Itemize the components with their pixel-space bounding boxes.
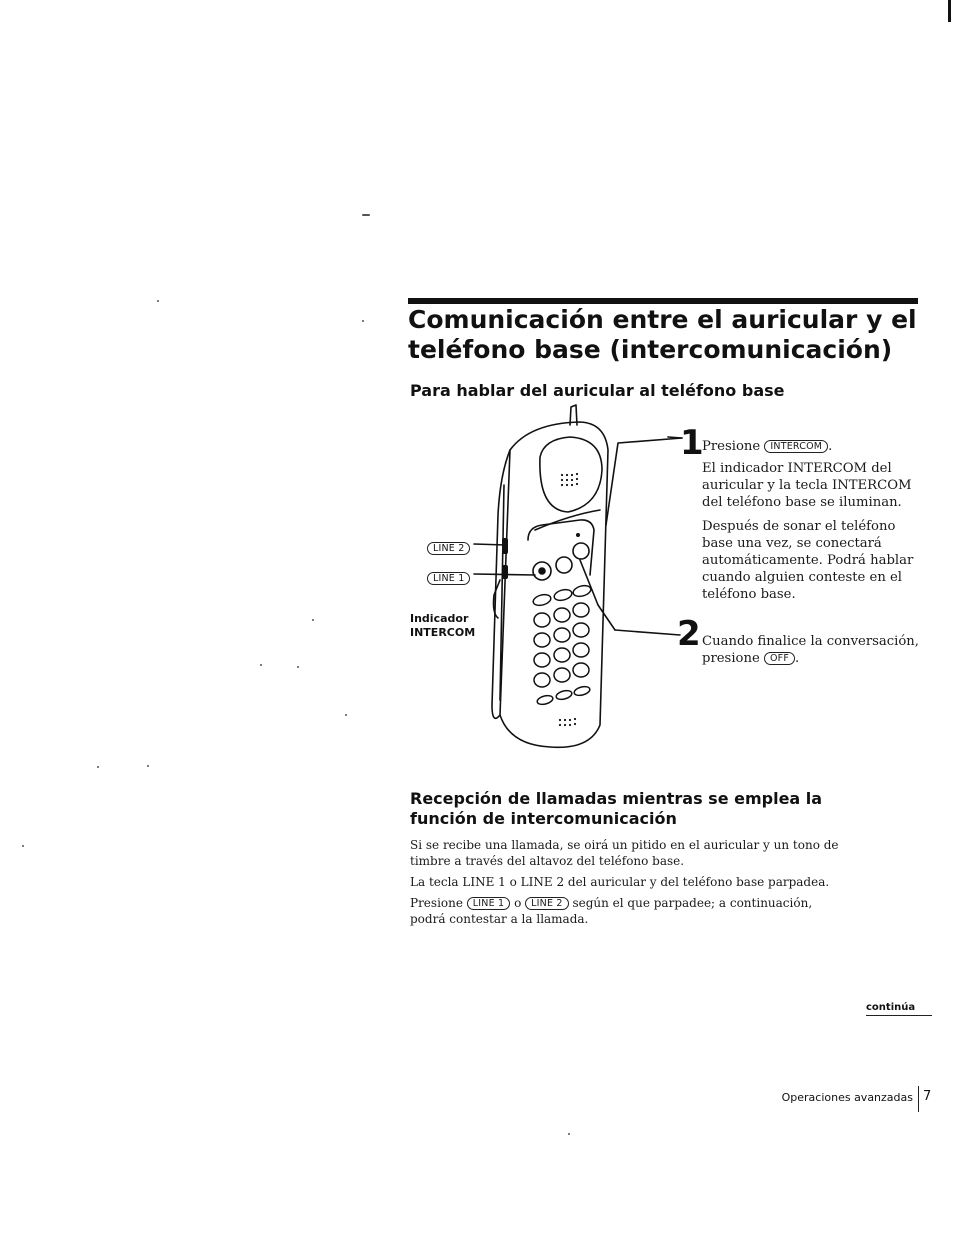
handset-illustration <box>440 395 700 765</box>
scan-speck <box>147 765 149 767</box>
line-1-keycap: LINE 1 <box>427 572 470 585</box>
step-1-paragraph-2-line: Después de sonar el teléfono <box>702 519 896 534</box>
step-1-text <box>702 438 942 603</box>
scan-speck <box>345 714 347 716</box>
step-2-text <box>702 633 947 667</box>
scan-speck <box>312 619 314 621</box>
page-number: 7 <box>923 1089 932 1104</box>
line-2-keycap: LINE 2 <box>427 542 470 555</box>
section-2-press-prefix: Presione <box>410 896 463 910</box>
step-1-paragraph-2 <box>702 518 942 603</box>
step-1-paragraph-1-line: del teléfono base se iluminan. <box>702 495 902 510</box>
section-2-heading-line-1: Recepción de llamadas mientras se emplea la <box>410 789 823 808</box>
step-1-paragraph-2-line: automáticamente. Podrá hablar <box>702 553 914 568</box>
section-2-paragraph-3 <box>410 895 930 927</box>
section-2-conjunction: o <box>514 896 522 910</box>
step-1-paragraph-1 <box>702 460 942 511</box>
scan-speck <box>362 320 364 322</box>
section-heading-handset-to-base: Para hablar del auricular al teléfono base <box>410 381 785 400</box>
section-2-paragraph-1-line-2: timbre a través del altavoz del teléfono base. <box>410 854 685 868</box>
step-1-paragraph-2-line: teléfono base. <box>702 587 796 602</box>
page-title-line-1: Comunicación entre el auricular y el <box>408 305 917 334</box>
scan-speck <box>297 666 299 668</box>
scan-speck <box>362 214 370 216</box>
step-1-paragraph-1-line: El indicador INTERCOM del <box>702 461 892 476</box>
footer-divider <box>918 1086 919 1112</box>
step-1-number: 1 <box>680 423 704 463</box>
step-1-press-prefix: Presione <box>702 439 761 454</box>
section-2-paragraph-1 <box>410 837 930 869</box>
step-2-press-suffix: . <box>795 651 800 666</box>
line-1-keycap: LINE 1 <box>467 897 510 910</box>
intercom-keycap: INTERCOM <box>764 440 828 453</box>
page-title-line-2: teléfono base (intercomunicación) <box>408 335 893 364</box>
step-1-paragraph-1-line: auricular y la tecla INTERCOM <box>702 478 912 493</box>
title-rule <box>408 298 918 304</box>
step-1-paragraph-2-line: cuando alguien conteste en el <box>702 570 903 585</box>
step-2-press-prefix: presione <box>702 651 760 666</box>
scan-edge-mark <box>948 0 951 22</box>
step-1-instruction <box>702 438 942 455</box>
scan-speck <box>260 664 262 666</box>
step-2-number: 2 <box>677 614 701 654</box>
section-heading-calls-during-intercom <box>410 789 930 829</box>
continued-rule <box>866 1015 932 1016</box>
step-1-paragraph-2-line: base una vez, se conectará <box>702 536 882 551</box>
section-2-heading-line-2: función de intercomunicación <box>410 809 677 828</box>
page-title <box>408 305 928 365</box>
section-2-paragraph-3-line-2: podrá contestar a la llamada. <box>410 912 589 926</box>
footer-section-name: Operaciones avanzadas <box>781 1091 913 1104</box>
line-2-key-label <box>427 537 470 556</box>
section-2-press-suffix: según el que parpadee; a continuación, <box>572 896 813 910</box>
line-1-key-label <box>427 567 470 586</box>
scan-speck <box>157 300 159 302</box>
section-2-paragraph-1-line-1: Si se recibe una llamada, se oirá un pitido en el auricular y un tono de <box>410 838 839 852</box>
continued-label: continúa <box>866 1002 916 1013</box>
section-2-body <box>410 837 930 927</box>
off-keycap: OFF <box>764 652 795 665</box>
step-1-press-suffix: . <box>828 439 833 454</box>
section-2-paragraph-2: La tecla LINE 1 o LINE 2 del auricular y del teléfono base parpadea. <box>410 875 830 889</box>
intercom-indicator-label-line-1: Indicador <box>410 612 469 625</box>
scan-speck <box>22 845 24 847</box>
step-2-instruction <box>702 650 947 667</box>
intercom-indicator-label-line-2: INTERCOM <box>410 626 476 639</box>
intercom-indicator-label <box>410 612 475 640</box>
scan-speck <box>97 766 99 768</box>
section-2-paragraph-3-line-1 <box>410 895 930 911</box>
scan-speck <box>568 1133 570 1135</box>
line-2-keycap: LINE 2 <box>525 897 568 910</box>
step-2-line-1: Cuando finalice la conversación, <box>702 634 919 649</box>
